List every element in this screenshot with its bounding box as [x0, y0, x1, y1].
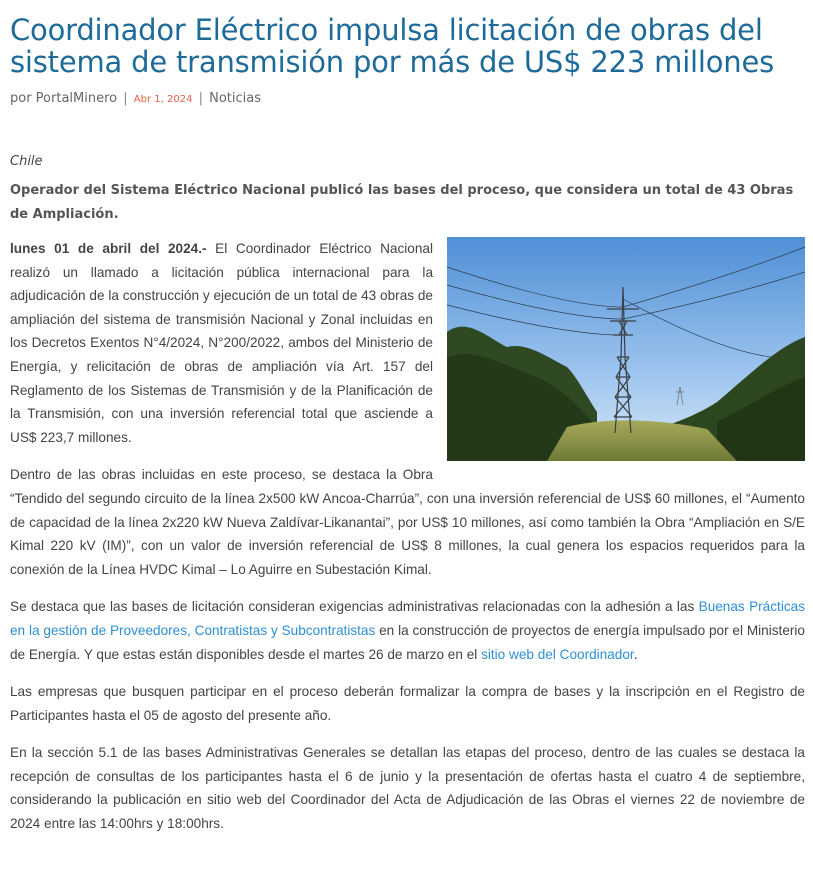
paragraph-2: Dentro de las obras incluidas en este proceso, se destaca la Obra “Tendido del segundo circuito de la línea 2x500 kW Ancoa-Charrúa”, con una inversión referencial de US$ 60 millones, el “Aumento de capacidad de la línea 2x220 kW Nueva Zaldívar-Likanantai”, por US$ 10 millones, así como también la Obra “Ampliación en S/E Kimal 220 kV (IM)”, con un valor de inversión referencial de US$ 8 millones, la cual genera los espacios requeridos para la conexión de la Línea HVDC Kimal – Lo Aguirre en Subestación Kimal. [10, 467, 805, 577]
country-label: Chile [10, 154, 43, 169]
coordinador-website-link[interactable]: sitio web del Coordinador [481, 646, 634, 662]
transmission-tower-photo [447, 237, 805, 461]
author-link[interactable]: por PortalMinero [10, 91, 118, 106]
dateline: lunes 01 de abril del 2024.- [10, 241, 207, 256]
paragraph-4: Las empresas que busquen participar en el proceso deberán formalizar la compra de bases y la inscripción en el Registro de Participantes hasta el 05 de agosto del presente año. [10, 684, 805, 723]
meta-separator: | [198, 91, 203, 106]
article-title: Coordinador Eléctrico impulsa licitación de obras del sistema de transmisión por más de US$ 223 millones [10, 13, 775, 79]
buenas-practicas-link[interactable]: Buenas Prácticas en la gestión de Proveedores, Contratistas y Subcontratistas [10, 599, 805, 638]
paragraph-1-text: El Coordinador Eléctrico Nacional realizó un llamado a licitación pública internacional para la adjudicación de la construcción y ejecución de un total de 43 obras de ampliación del sistema de transmisión Nacional y Zonal incluidas en los Decretos Exentos N°4/2024, N°200/2022, ambos del Ministerio de Energía, y relicitación de obras de ampliación vía Art. 157 del Reglamento de los Sistemas de Transmisión y de la Planificación de la Transmisión, con una inversión referencial total que asciende a US$ 223,7 millones. [10, 241, 433, 445]
paragraph-5: En la sección 5.1 de las bases Administrativas Generales se detallan las etapas del proceso, dentro de las cuales se destaca la recepción de consultas de los participantes hasta el 6 de junio y la presentación de ofertas hasta el cuatro 4 de septiembre, considerando la publicación en sitio web del Coordinador del Acta de Adjudicación de las Obras el viernes 22 de noviembre de 2024 entre las 14:00hrs y 18:00hrs. [10, 745, 805, 832]
publish-date: Abr 1, 2024 [133, 94, 193, 105]
article-meta [10, 91, 805, 109]
paragraph-3-text: . [633, 646, 638, 662]
category-link[interactable]: Noticias [209, 91, 262, 106]
article-lead: Operador del Sistema Eléctrico Nacional publicó las bases del proceso, que considera un total de 43 Obras de Ampliación. [10, 183, 794, 222]
article [10, 14, 805, 836]
meta-separator: | [123, 91, 128, 106]
paragraph-3 [10, 595, 805, 666]
paragraph-3-text: Se destaca que las bases de licitación consideran exigencias administrativas relacionadas con la adhesión a las [10, 599, 699, 615]
paragraph-3-text: en la construcción de proyectos de energía impulsado por el Ministerio de Energía. Y que estas están disponibles desde el martes 26 de marzo en el [10, 622, 805, 662]
